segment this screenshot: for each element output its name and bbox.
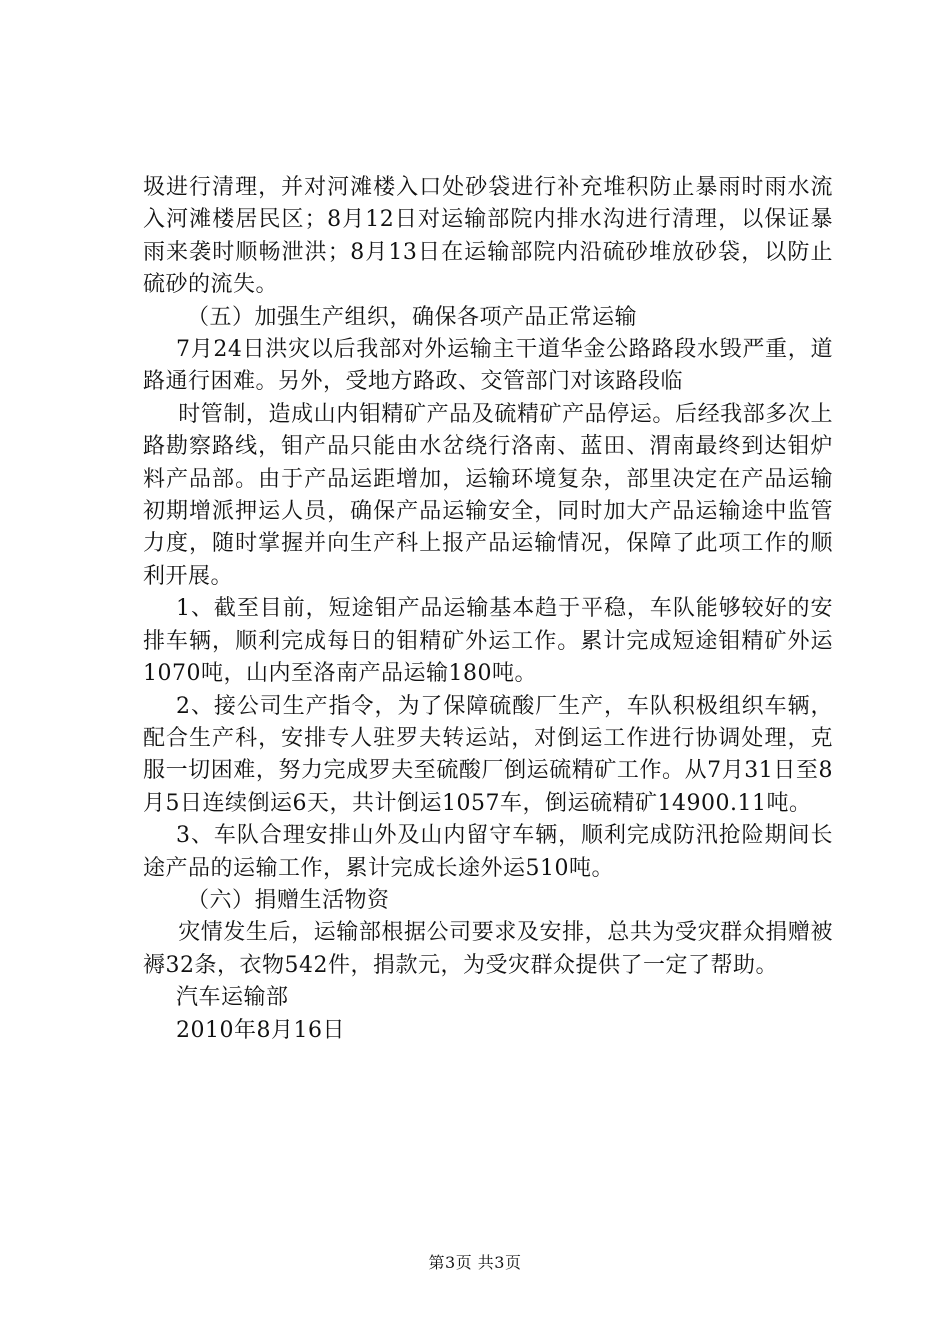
- paragraph-transport-route: 时管制，造成山内钼精矿产品及硫精矿产品停运。后经我部多次上路勘察路线，钼产品只能由水岔绕行洛南、蓝田、渭南最终到达钼炉料产品部。由于产品运距增加，运输环境复杂，部里决定在产品运输初期增派押运人员，确保产品运输安全，同时加大产品运输途中监管力度，随时掌握并向生产科上报产品运输情况，保障了此项工作的顺利开展。: [143, 401, 833, 589]
- paragraph-flood-cleanup: 圾进行清理，并对河滩楼入口处砂袋进行补充堆积防止暴雨时雨水流入河滩楼居民区；8月12日对运输部院内排水沟进行清理，以保证暴雨来袭时顺畅泄洪；8月13日在运输部院内沿硫砂堆放砂袋，以防止硫砂的流失。: [143, 175, 833, 298]
- document-body: [143, 172, 833, 1047]
- list-item-acid-plant: 2、接公司生产指令，为了保障硫酸厂生产，车队积极组织车辆，配合生产科，安排专人驻罗夫转运站，对倒运工作进行协调处理，克服一切困难，努力完成罗夫至硫酸厂倒运硫精矿工作。从7月31日至8月5日连续倒运6天，共计倒运1057车，倒运硫精矿14900.11吨。: [143, 693, 833, 816]
- paragraph-road-damage: 7月24日洪灾以后我部对外运输主干道华金公路路段水毁严重，道路通行困难。另外，受地方路政、交管部门对该路段临: [143, 337, 833, 395]
- list-item-short-haul: 1、截至目前，短途钼产品运输基本趋于平稳，车队能够较好的安排车辆，顺利完成每日的钼精矿外运工作。累计完成短途钼精矿外运1070吨，山内至洛南产品运输180吨。: [143, 596, 833, 687]
- paragraph-donation: 灾情发生后，运输部根据公司要求及安排，总共为受灾群众捐赠被褥32条，衣物542件，捐款元，为受灾群众提供了一定了帮助。: [143, 920, 833, 978]
- signature-date: 2010年8月16日: [176, 1017, 345, 1043]
- section-heading-donation: （六）捐赠生活物资: [187, 887, 390, 913]
- page-number: 第3页 共3页: [428, 1253, 522, 1272]
- signature-department: 汽车运输部: [176, 985, 289, 1011]
- section-heading-production: （五）加强生产组织，确保各项产品正常运输: [187, 304, 638, 330]
- list-item-long-haul: 3、车队合理安排山外及山内留守车辆，顺利完成防汛抢险期间长途产品的运输工作，累计完成长途外运510吨。: [143, 823, 833, 881]
